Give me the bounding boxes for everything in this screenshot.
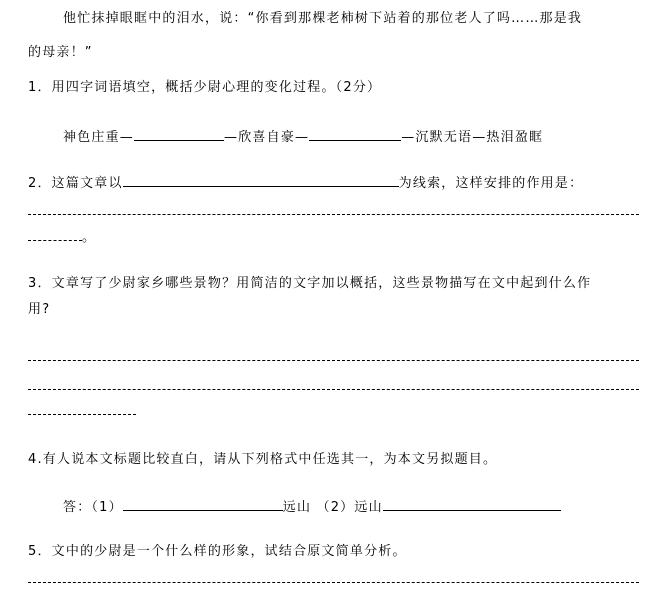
- q2-answer-rule-1[interactable]: [28, 214, 639, 215]
- q2-suffix: 为线索，这样安排的作用是：: [398, 176, 584, 191]
- q1-blank-1[interactable]: [134, 128, 224, 141]
- q5-answer-rule-1[interactable]: [28, 582, 639, 583]
- q2-end-mark: 。: [82, 230, 97, 245]
- paragraph-line-1: 他忙抹掉眼眶中的泪水，说：“你看到那棵老柿树下站着的那位老人了吗……那是我: [63, 11, 583, 26]
- question-4: 4.有人说本文标题比较直白，请从下列格式中任选其一，为本文另拟题目。: [28, 452, 498, 467]
- question-1-fill-line: [63, 128, 543, 146]
- q2-answer-blank-end[interactable]: [28, 228, 82, 241]
- q1-blank-2[interactable]: [309, 128, 401, 141]
- q3-answer-rule-3[interactable]: [28, 414, 136, 415]
- question-3-line-1: 3．文章写了少尉家乡哪些景物？用简洁的文字加以概括，这些景物描写在文中起到什么作: [28, 276, 592, 291]
- q3-answer-rule-1[interactable]: [28, 360, 639, 361]
- q4-blank-1[interactable]: [123, 498, 283, 511]
- q4-answer-label: 答：（1）: [63, 500, 123, 515]
- paragraph-line-2: 的母亲！”: [28, 45, 93, 60]
- question-3-line-2: 用?: [28, 302, 51, 317]
- q1-phrase-1: 神色庄重—: [63, 130, 135, 145]
- question-2: [28, 174, 583, 192]
- q1-phrase-3: —沉默无语—热泪盈眶: [401, 130, 544, 145]
- q1-phrase-2: —欣喜自豪—: [224, 130, 310, 145]
- q2-blank-clue[interactable]: [123, 174, 399, 187]
- q3-answer-rule-2[interactable]: [28, 389, 639, 390]
- q4-mid-text: 远山 （2）远山: [282, 500, 383, 515]
- question-1: 1．用四字词语填空，概括少尉心理的变化过程。（2分）: [28, 80, 382, 95]
- q2-answer-line-2: [28, 228, 96, 246]
- q2-prefix: 2．这篇文章以: [28, 176, 123, 191]
- question-4-answer-line: [63, 498, 561, 516]
- question-5: 5．文中的少尉是一个什么样的形象，试结合原文简单分析。: [28, 544, 407, 559]
- q4-blank-2[interactable]: [383, 498, 561, 511]
